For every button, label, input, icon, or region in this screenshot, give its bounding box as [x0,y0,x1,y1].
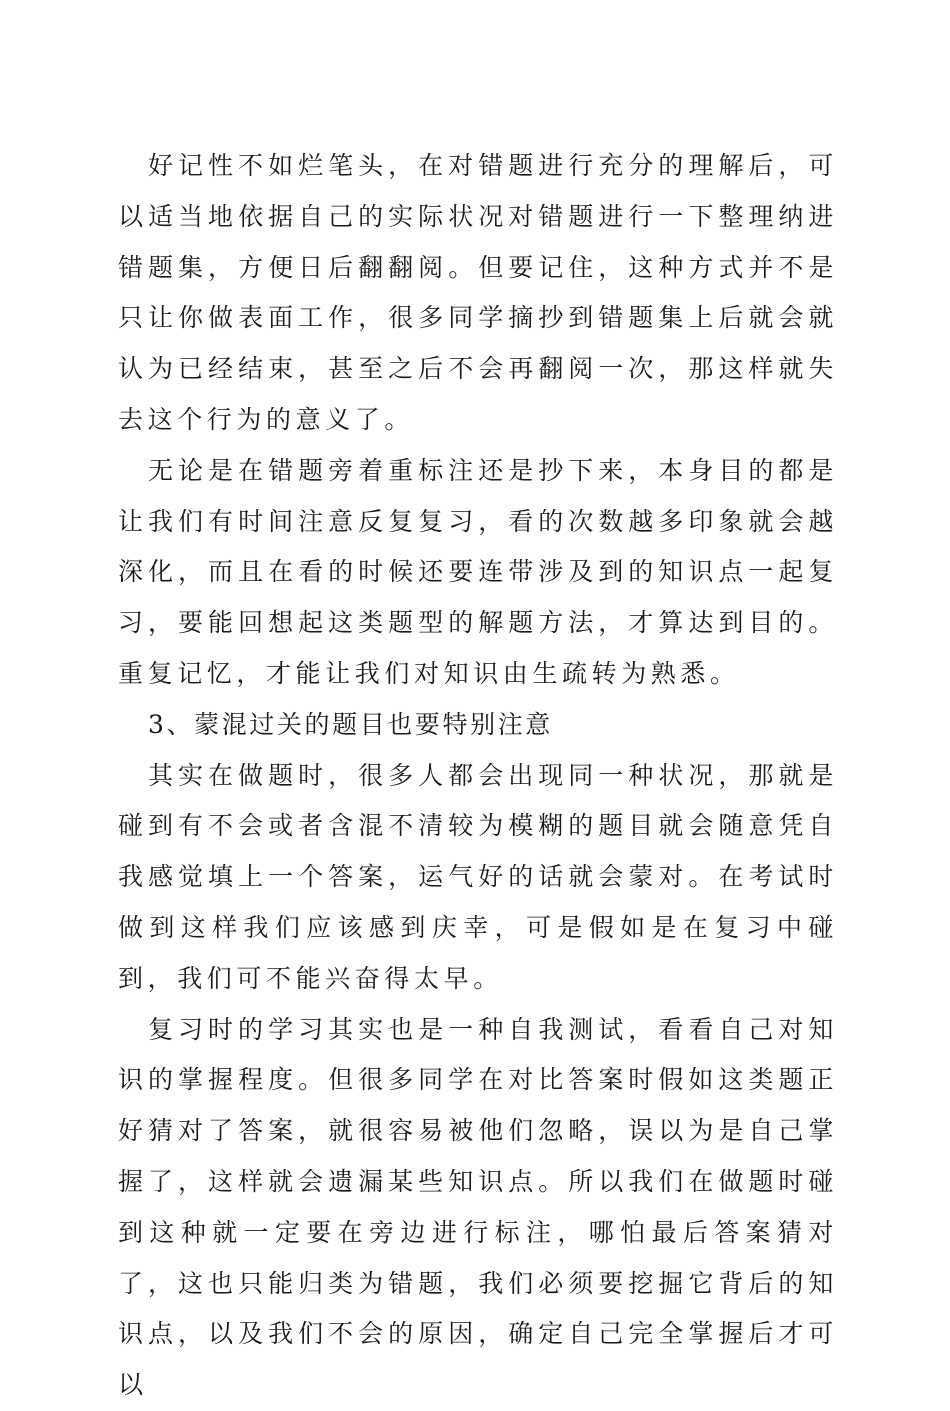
paragraph-review-purpose: 无论是在错题旁着重标注还是抄下来，本身目的都是让我们有时间注意反复复习，看的次数越多印象就会越深化，而且在看的时候还要连带涉及到的知识点一起复习，要能回想起这类题型的解题方法，才算达到目的。重复记忆，才能让我们对知识由生疏转为熟悉。 [118,455,838,688]
document-body [118,141,838,1411]
paragraph-guessing-answers: 其实在做题时，很多人都会出现同一种状况，那就是碰到有不会或者含混不清较为模糊的题目就会随意凭自我感觉填上一个答案，运气好的话就会蒙对。在考试时做到这样我们应该感到庆幸，可是假如是在复习中碰到，我们可不能兴奋得太早。 [118,760,838,993]
paragraph-self-test: 复习时的学习其实也是一种自我测试，看看自己对知识的掌握程度。但很多同学在对比答案时假如这类题正好猜对了答案，就很容易被他们忽略，误以为是自己掌握了，这样就会遗漏某些知识点。所以我们在做题时碰到这种就一定要在旁边进行标注，哪怕最后答案猜对了，这也只能归类为错题，我们必须要挖掘它背后的知识点，以及我们不会的原因，确定自己完全掌握后才可以 [118,1014,838,1400]
paragraph-error-notebook: 好记性不如烂笔头，在对错题进行充分的理解后，可以适当地依据自己的实际状况对错题进行一下整理纳进错题集，方便日后翻翻阅。但要记住，这种方式并不是只让你做表面工作，很多同学摘抄到错题集上后就会就认为已经结束，甚至之后不会再翻阅一次，那这样就失去这个行为的意义了。 [118,151,838,434]
section-heading-guessed-questions: 3、蒙混过关的题目也要特别注意 [148,709,553,739]
